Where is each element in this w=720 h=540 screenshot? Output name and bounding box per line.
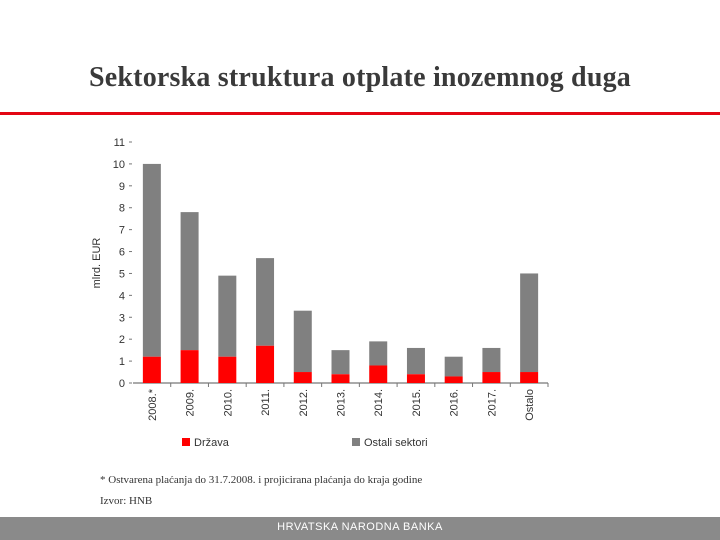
bar-drzava [294, 372, 312, 383]
bar-drzava [143, 357, 161, 383]
footer-bank-name: HRVATSKA NARODNA BANKA [277, 521, 443, 533]
legend-swatch-ostali-sektori [352, 438, 360, 446]
source-note: Izvor: HNB [100, 495, 153, 507]
y-tick-label: 1 [118, 356, 125, 369]
bar-drzava [369, 365, 387, 383]
bar-drzava [218, 357, 236, 383]
x-tick-label: 2017. [486, 389, 499, 417]
x-tick-label: 2011. [260, 389, 273, 416]
bar-drzava [520, 372, 538, 383]
x-tick-label: 2010. [222, 389, 235, 417]
bar-ostali-sektori [218, 276, 236, 357]
bar-drzava [181, 350, 199, 383]
y-tick-label: 5 [118, 268, 125, 281]
bar-ostali-sektori [332, 350, 350, 374]
bar-ostali-sektori [520, 273, 538, 372]
y-tick-label: 3 [118, 312, 125, 325]
x-tick-label: 2016. [448, 389, 461, 417]
bar-ostali-sektori [256, 258, 274, 346]
y-tick-label: 8 [118, 202, 125, 215]
x-tick-label: 2014. [373, 389, 386, 417]
bar-ostali-sektori [181, 212, 199, 350]
legend-label-drzava: Država [194, 437, 229, 449]
bar-drzava [482, 372, 500, 383]
x-tick-label: 2015. [410, 389, 423, 417]
x-tick-label: 2012. [297, 389, 310, 417]
bar-ostali-sektori [369, 341, 387, 365]
bar-ostali-sektori [407, 348, 425, 374]
y-tick-label: 10 [112, 158, 125, 171]
bar-ostali-sektori [482, 348, 500, 372]
y-axis-label: mlrd. EUR [91, 237, 103, 289]
x-tick-label: 2008.* [146, 389, 159, 421]
x-tick-label: Ostalo [524, 389, 537, 421]
footnote: * Ostvarena plaćanja do 31.7.2008. i projicirana plaćanja do kraja godine [100, 474, 423, 486]
y-tick-label: 7 [118, 224, 125, 237]
legend-label-ostali-sektori: Ostali sektori [364, 437, 428, 449]
bar-ostali-sektori [143, 164, 161, 357]
y-tick-label: 6 [118, 246, 125, 259]
x-tick-label: 2013. [335, 389, 348, 417]
bar-drzava [407, 374, 425, 383]
y-tick-label: 4 [118, 290, 125, 303]
y-tick-label: 11 [113, 137, 125, 149]
bar-drzava [332, 374, 350, 383]
bar-ostali-sektori [445, 357, 463, 377]
bar-drzava [256, 346, 274, 383]
x-tick-label: 2009. [184, 389, 197, 417]
slide-title: Sektorska struktura otplate inozemnog duga [89, 62, 631, 93]
y-tick-label: 0 [118, 378, 125, 390]
bar-drzava [445, 376, 463, 383]
y-tick-label: 9 [118, 180, 125, 193]
legend-swatch-drzava [182, 438, 190, 446]
footer-bar [0, 517, 720, 540]
bar-ostali-sektori [294, 311, 312, 372]
y-tick-label: 2 [118, 334, 125, 347]
